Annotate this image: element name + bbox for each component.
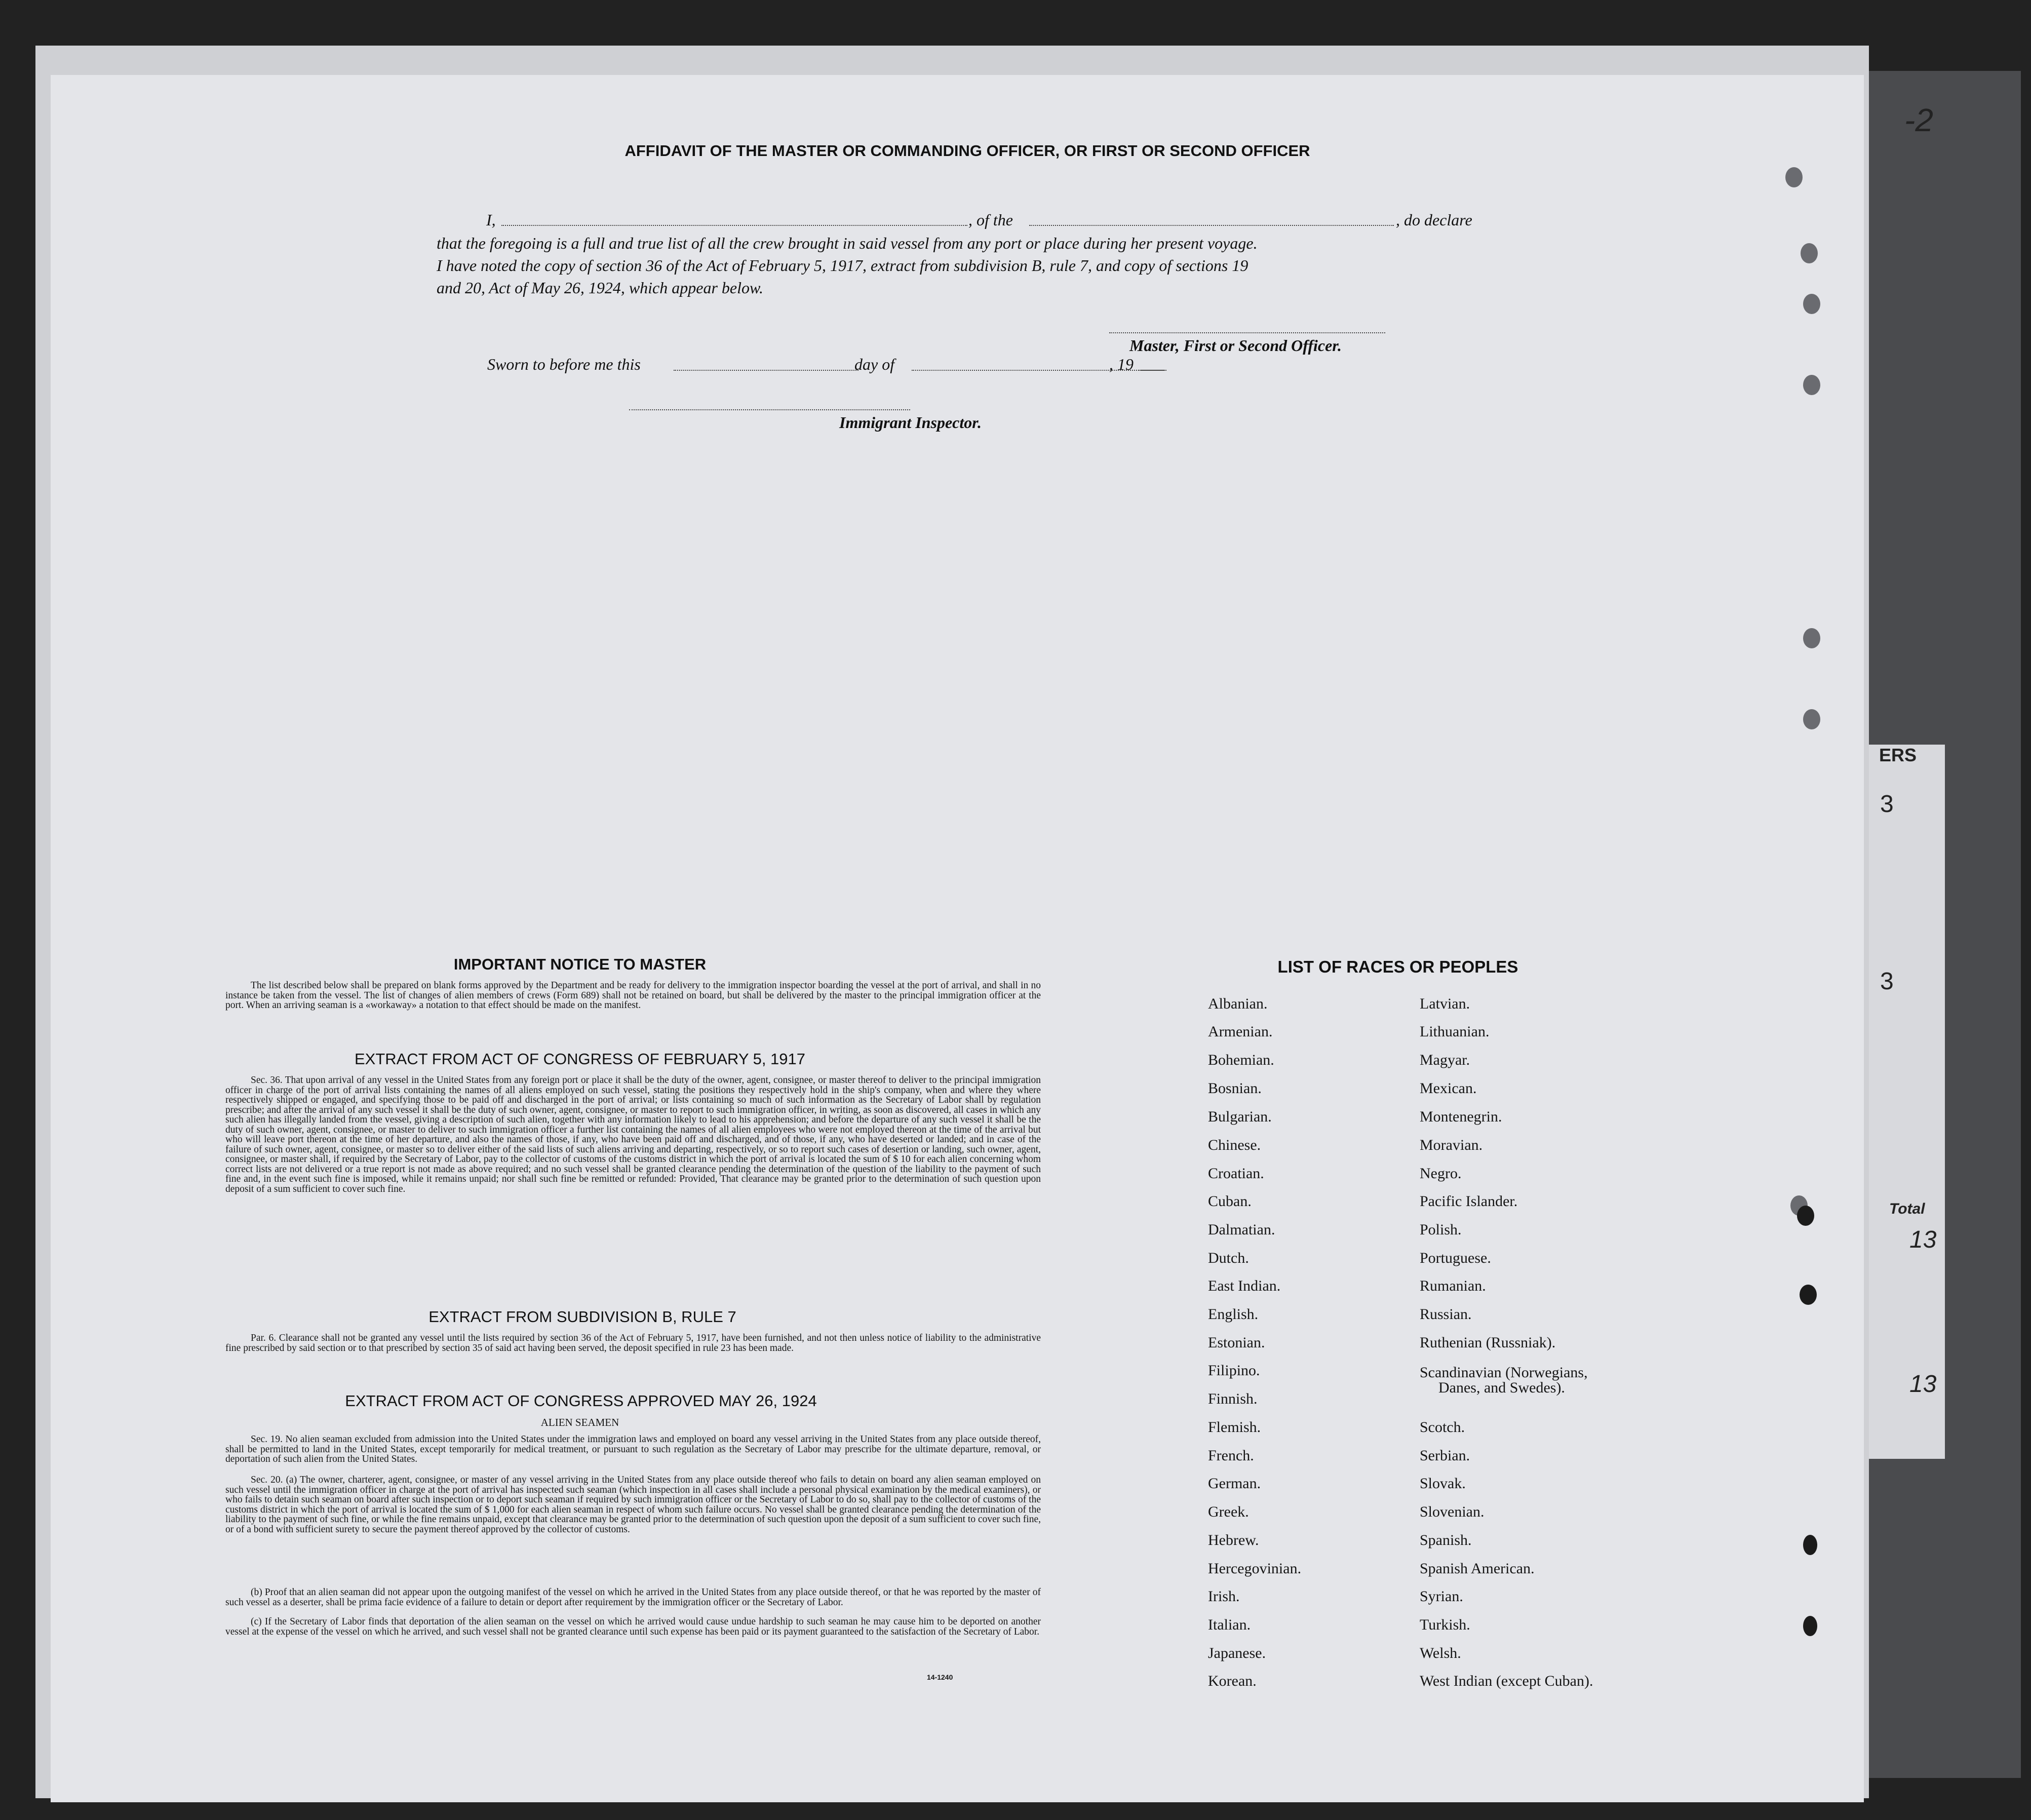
race-item: Cuban. [1208, 1193, 1252, 1210]
race-item: Negro. [1420, 1165, 1462, 1182]
number-fragment-b: 3 [1880, 968, 1894, 995]
race-item: Bohemian. [1208, 1052, 1274, 1068]
extract-1924-title: EXTRACT FROM ACT OF CONGRESS APPROVED MAY 26, 1924 [345, 1392, 817, 1410]
extract-1917-text: Sec. 36. That upon arrival of any vessel in the United States from any foreign port or place it shall be the duty of the owner, agent, consignee, or master thereof to deliver to the principal immigration officer in charge of the port of arrival lists containing the names of all aliens employed on such vessel, stating the positions they respectively hold in the ship's company, when and where they where respectively shipped or engaged, and specifying those to be paid off and discharged in the port of arrival; or lists containing so much of such information as the Secretary of Labor shall by regulation prescribe; and after the arrival of any such vessel it shall be the duty of such owner, agent, consignee, or master to report to such immigration officer, in writing, as soon as discovered, all cases in which any such alien has illegally landed from the vessel, giving a description of such alien, together with any information likely to lead to his apprehension; and before the departure of any such vessel it shall be the duty of such owner, agent, consignee, or master to deliver to such immigration officer a further list containing the names of all alien employees who were not employed thereon at the time of the arrival but who will leave port thereon at the time of her departure, and also the names of those, if any, who have been paid off and discharged, and of those, if any, who have deserted or landed; and in case of the failure of such owner, agent, consignee, or master so to deliver either of the said lists of such aliens arriving and departing, respectively, or so to report such cases of desertion or landing, such owner, agent, consignee, or master shall, if required by the Secretary of Labor, pay to the collector of customs of the customs district in which the port of arrival is located the sum of $ 10 for each alien concerning whom correct lists are not delivered or a true report is not made as above required; and no such vessel shall be granted clearance pending the determination of the question of the liability to the payment of such fine and, in the event such fine is imposed, while it remains unpaid; nor shall such fine be remitted or refunded: Provided, That clearance may be granted prior to the determination of such question upon deposit of a sum sufficient to cover such fine. [225, 1075, 1041, 1194]
sworn-year-prefix: , 19 [1109, 355, 1134, 373]
race-item: Spanish American. [1420, 1560, 1535, 1577]
punch-hole [1803, 1535, 1817, 1555]
race-item: German. [1208, 1475, 1261, 1492]
total-value-b: 13 [1909, 1371, 1937, 1398]
race-item: Hercegovinian. [1208, 1560, 1302, 1577]
name-blank[interactable] [501, 225, 967, 226]
race-item: Latvian. [1420, 995, 1470, 1012]
punch-hole [1785, 167, 1803, 187]
affidavit-line2: that the foregoing is a full and true list of all the crew brought in said vessel from any port or place during her present voyage. [437, 234, 1258, 252]
subdivision-b-title: EXTRACT FROM SUBDIVISION B, RULE 7 [428, 1308, 736, 1326]
punch-hole [1803, 294, 1820, 314]
race-item: Flemish. [1208, 1419, 1261, 1436]
race-item: Estonian. [1208, 1334, 1265, 1351]
number-fragment-a: 3 [1880, 791, 1894, 818]
sworn-year-blank[interactable] [1139, 370, 1166, 371]
race-item: Mexican. [1420, 1080, 1477, 1097]
back-page-strip [1869, 745, 1945, 1459]
race-item: Scotch. [1420, 1419, 1465, 1436]
punch-hole [1803, 375, 1820, 395]
sworn-text: Sworn to before me this [487, 355, 641, 373]
column-header-fragment: ERS [1879, 745, 1917, 765]
race-item: Montenegrin. [1420, 1108, 1502, 1125]
race-item: West Indian (except Cuban). [1420, 1673, 1593, 1689]
notice-text: The list described below shall be prepared on blank forms approved by the Department and be ready for delivery to the immigration inspector boarding the vessel at the port of arrival, and shall in no instance be taken from the vessel. The list of changes of alien members of crews (Form 689) shall not be retained on board, but shall be delivered by the master to the principal immigration officer at the port. When an arriving seaman is a «workaway» a notation to that effect should be made on the manifest. [225, 980, 1041, 1011]
section-19-text: Sec. 19. No alien seaman excluded from admission into the United States under the immigration laws and employed on board any vessel arriving in the United States from any place outside thereof, shall be permitted to land in the United States, except temporarily for medical treatment, or pursuant to such regulation as the Secretary of Labor may prescribe for the ultimate departure, removal, or deportation of such alien from the United States. [225, 1434, 1041, 1464]
affidavit-line4: and 20, Act of May 26, 1924, which appear below. [437, 279, 763, 297]
affidavit-line3: I have noted the copy of section 36 of the Act of February 5, 1917, extract from subdivision B, rule 7, and copy of sections 19 [437, 256, 1248, 275]
race-item: Hebrew. [1208, 1532, 1259, 1548]
master-signature-blank[interactable] [1109, 332, 1385, 333]
race-item: Bosnian. [1208, 1080, 1262, 1097]
race-item: East Indian. [1208, 1277, 1281, 1294]
inspector-signature-blank[interactable] [629, 409, 910, 410]
race-item: Danes, and Swedes). [1438, 1379, 1565, 1396]
race-item: Magyar. [1420, 1052, 1470, 1068]
race-item: Korean. [1208, 1673, 1257, 1689]
affidavit-title: AFFIDAVIT OF THE MASTER OR COMMANDING OFFICER, OR FIRST OR SECOND OFFICER [624, 142, 1310, 160]
race-item: Slovak. [1420, 1475, 1466, 1492]
race-item: Filipino. [1208, 1362, 1260, 1379]
race-item: Welsh. [1420, 1645, 1461, 1661]
extract-1917-title: EXTRACT FROM ACT OF CONGRESS OF FEBRUARY 5, 1917 [354, 1050, 806, 1068]
section-20b-text: (b) Proof that an alien seaman did not appear upon the outgoing manifest of the vessel on which he arrived in the United States from any place outside thereof, or that he was reported by the master of such vessel as a deserter, shall be prima facie evidence of a failure to detain or deport after requirement by the immigration officer or the Secretary of Labor. [225, 1587, 1041, 1608]
race-item: Slovenian. [1420, 1503, 1485, 1520]
affidavit-line1-declare: , do declare [1396, 211, 1472, 229]
race-item: Armenian. [1208, 1023, 1273, 1040]
race-item: French. [1208, 1447, 1254, 1464]
punch-hole [1800, 1285, 1817, 1305]
races-title: LIST OF RACES OR PEOPLES [1277, 957, 1518, 976]
notice-title: IMPORTANT NOTICE TO MASTER [453, 955, 707, 973]
race-item: Irish. [1208, 1588, 1240, 1605]
punch-hole [1803, 1616, 1817, 1636]
race-item: English. [1208, 1306, 1259, 1323]
inspector-signature-label: Immigrant Inspector. [839, 413, 982, 432]
race-item: Japanese. [1208, 1645, 1266, 1661]
race-item: Scandinavian (Norwegians, [1420, 1364, 1588, 1381]
race-item: Serbian. [1420, 1447, 1470, 1464]
form-number: 14-1240 [927, 1673, 953, 1681]
race-item: Moravian. [1420, 1137, 1483, 1153]
race-item: Spanish. [1420, 1532, 1472, 1548]
race-item: Chinese. [1208, 1137, 1261, 1153]
race-item: Croatian. [1208, 1165, 1264, 1182]
race-item: Pacific Islander. [1420, 1193, 1518, 1210]
subdivision-b-text: Par. 6. Clearance shall not be granted any vessel until the lists required by section 36 of the Act of February 5, 1917, have been furnished, and not then unless notice of liability to the administrative fine prescribed by said section or to that prescribed by section 35 of said act having been served, the deposit specified in rule 23 has been made. [225, 1333, 1041, 1353]
punch-hole [1803, 628, 1820, 648]
total-label: Total [1889, 1201, 1925, 1217]
race-item: Russian. [1420, 1306, 1472, 1323]
race-item: Syrian. [1420, 1588, 1463, 1605]
race-item: Polish. [1420, 1221, 1462, 1238]
page-marker: -2 [1904, 102, 1933, 138]
affidavit-line1-i: I, [486, 211, 496, 229]
race-item: Lithuanian. [1420, 1023, 1490, 1040]
race-item: Bulgarian. [1208, 1108, 1272, 1125]
sworn-day-of: day of [854, 355, 895, 373]
race-item: Dutch. [1208, 1250, 1249, 1266]
section-20c-text: (c) If the Secretary of Labor finds that deportation of the alien seaman on the vessel on which he arrived would cause undue hardship to such seaman he may cause him to be deported on another vessel at the expense of the vessel on which he arrived, and such vessel shall not be granted clearance until such expense has been paid or its payment guaranteed to the satisfaction of the Secretary of Labor. [225, 1616, 1041, 1637]
master-signature-label: Master, First or Second Officer. [1129, 336, 1342, 355]
section-20a-text: Sec. 20. (a) The owner, charterer, agent, consignee, or master of any vessel arriving in the United States from any place outside thereof who fails to detain on board any alien seaman employed on such vessel until the immigration officer in charge at the port of arrival has inspected such seaman (which inspection in all cases shall include a personal physical examination by the medical examiners), or who fails to detain such seaman on board after such inspection or to deport such seaman if required by such immigration officer or the Secretary of Labor to do so, shall pay to the collector of customs of the customs district in which the port of arrival is located the sum of $ 1,000 for each alien seaman in respect of whom such failure occurs. No vessel shall be granted clearance pending the determination of the liability to the payment of such fine, or while the fine remains unpaid, except that clearance may be granted prior to the determination of such question upon the deposit of a sum sufficient to cover such fine, or of a bond with sufficient surety to secure the payment thereof approved by the collector of customs. [225, 1475, 1041, 1535]
race-item: Italian. [1208, 1616, 1251, 1633]
race-item: Dalmatian. [1208, 1221, 1275, 1238]
punch-hole [1801, 243, 1818, 263]
vessel-blank[interactable] [1029, 225, 1394, 226]
punch-hole [1797, 1206, 1814, 1226]
affidavit-line1-of-the: , of the [968, 211, 1013, 229]
race-item: Portuguese. [1420, 1250, 1491, 1266]
race-item: Rumanian. [1420, 1277, 1486, 1294]
race-item: Greek. [1208, 1503, 1249, 1520]
race-item: Ruthenian (Russniak). [1420, 1334, 1556, 1351]
race-item: Finnish. [1208, 1390, 1258, 1407]
extract-1924-subtitle: ALIEN SEAMEN [540, 1416, 619, 1428]
form-page [51, 75, 1864, 1802]
punch-hole [1803, 709, 1820, 729]
race-item: Albanian. [1208, 995, 1268, 1012]
race-item: Turkish. [1420, 1616, 1470, 1633]
total-value-a: 13 [1909, 1226, 1937, 1253]
sworn-date-blank[interactable] [674, 370, 858, 371]
